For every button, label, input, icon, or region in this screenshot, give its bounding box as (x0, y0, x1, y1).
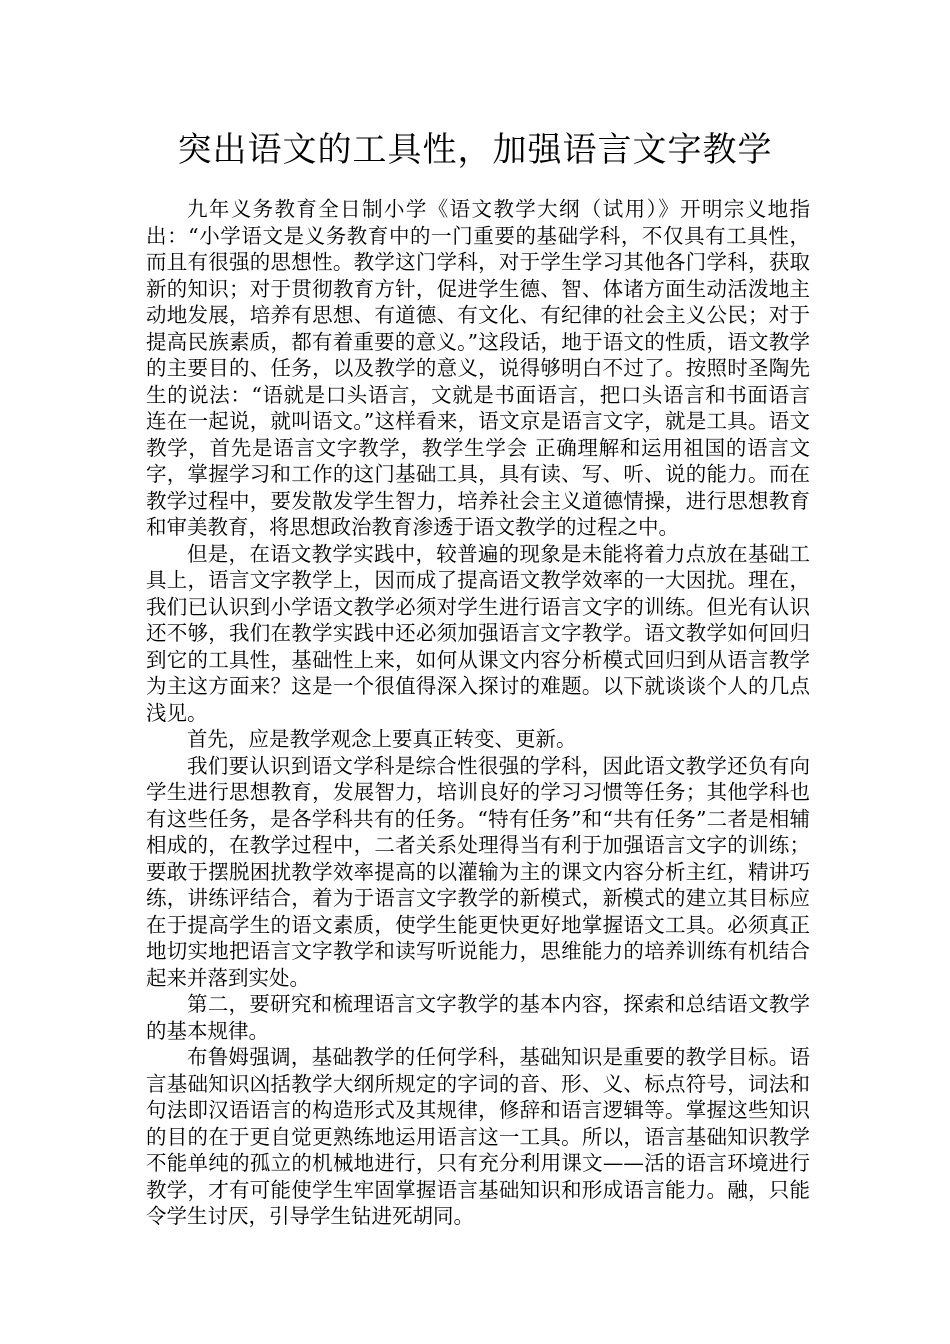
paragraph: 但是，在语文教学实践中，较普遍的现象是未能将着力点放在基础工具上，语言文字教学上，因而成了提高语文教学效率的一大因扰。理在，我们已认识到小学语文教学必须对学生进行语言文字的训练。但光有认识还不够，我们在教学实践中还必须加强语言文字教学。语文教学如何回归到它的工具性，基础性上来，如何从课文内容分析模式回归到从语言教学为主这方面来？这是一个很值得深入探讨的难题。以下就谈谈个人的几点浅见。 (146, 541, 810, 725)
paragraph: 第二，要研究和梳理语言文字教学的基本内容，探索和总结语文教学的基本规律。 (146, 992, 810, 1043)
document-body (146, 196, 810, 1230)
paragraph: 九年义务教育全日制小学《语文教学大纲（试用）》开明宗义地指出：“小学语文是义务教育中的一门重要的基础学科，不仅具有工具性，而且有很强的思想性。教学这门学科，对于学生学习其他各门学科，获取新的知识；对于贯彻教育方针，促进学生德、智、体诸方面生动活泼地主动地发展，培养有思想、有道德、有文化、有纪律的社会主义公民；对于提高民族素质，都有着重要的意义。”这段话，地于语文的性质，语文教学的主要目的、任务，以及教学的意义，说得够明白不过了。按照时圣陶先生的说法：“语就是口头语言，文就是书面语言，把口头语言和书面语言连在一起说，就叫语文。”这样看来，语文京是语言文字，就是工具。语文教学，首先是语言文字教学，教学生学会 正确理解和运用祖国的语言文字，掌握学习和工作的这门基础工具，具有读、写、听、说的能力。而在教学过程中，要发散发学生智力，培养社会主义道德情操，进行思想教育和审美教育，将思想政治教育渗透于语文教学的过程之中。 (146, 197, 810, 539)
paragraph: 布鲁姆强调，基础教学的任何学科，基础知识是重要的教学目标。语言基础知识凶括教学大纲所规定的字词的音、形、义、标点符号，词法和句法即汉语语言的构造形式及其规律，修辞和语言逻辑等。掌握这些知识的目的在于更自觉更熟练地运用语言这一工具。所以，语言基础知识教学不能单纯的孤立的机械地进行，只有充分利用课文——活的语言环境进行教学，才有可能使学生牢固掌握语言基础知识和形成语言能力。融，只能令学生讨厌，引导学生钻进死胡同。 (146, 1045, 810, 1228)
paragraph: 首先，应是教学观念上要真正转变、更新。 (187, 727, 577, 751)
paragraph: 我们要认识到语文学科是综合性很强的学科，因此语文教学还负有向学生进行思想教育，发展智力，培训良好的学习习惯等任务；其他学科也有这些任务，是各学科共有的任务。“特有任务”和“共有任务”二者是相辅相成的，在教学过程中，二者关系处理得当有利于加强语言文字的训练；要敢于摆脱困扰教学效率提高的以灌输为主的课文内容分析主红，精讲巧练，讲练评结合，着为于语言文字教学的新模式，新模式的建立其目标应在于提高学生的语文素质，使学生能更快更好地掌握语文工具。必须真正地切实地把语言文字教学和读写听说能力，思维能力的培养训练有机结合起来并落到实处。 (146, 753, 810, 990)
document-title: 突出语文的工具性，加强语言文字教学 (177, 130, 773, 170)
